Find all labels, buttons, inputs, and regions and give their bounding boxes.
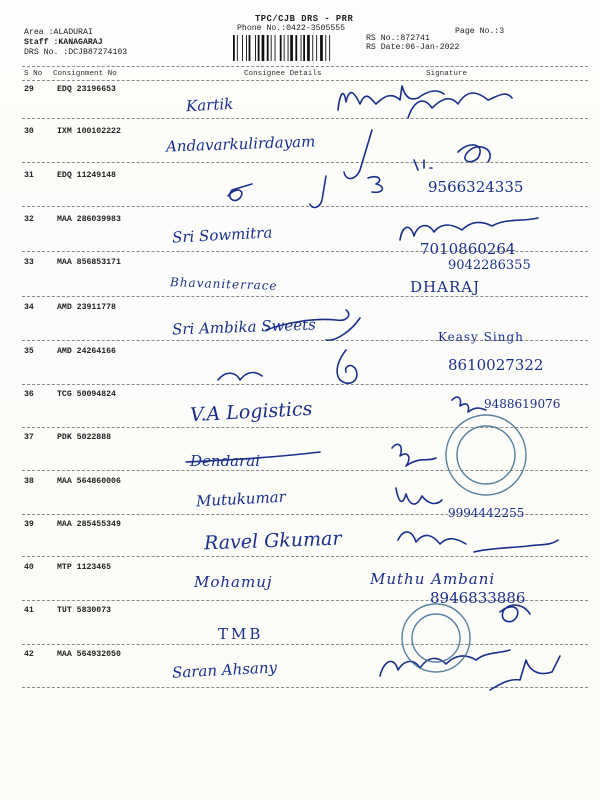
- handwritten-consignee-37: Dendarai: [190, 452, 261, 470]
- row-40-sno: 40: [24, 563, 34, 572]
- handwritten-phone-38: 9994442255: [448, 506, 525, 520]
- handwritten-phone-31: 9566324335: [428, 178, 524, 196]
- row-29-sno: 29: [24, 85, 34, 94]
- staff-label: Staff :KANAGARAJ: [24, 38, 103, 47]
- signature-stroke-29b: [408, 93, 512, 118]
- row-36-sno: 36: [24, 390, 34, 399]
- row-39-sno: 39: [24, 520, 34, 529]
- row-34-sno: 34: [24, 303, 34, 312]
- handwritten-consignee-32: Sri Sowmitra: [171, 223, 273, 247]
- row-35-consignment: AMD 24264166: [57, 347, 116, 356]
- signature-stroke-30b: [414, 160, 432, 170]
- row-38-consignment: MAA 564860006: [57, 477, 121, 486]
- handwritten-consignee-41: TMB: [218, 625, 264, 643]
- column-header-sno: S No: [24, 70, 43, 78]
- handwritten-phone-36: 9488619076: [484, 397, 561, 411]
- row-42-consignment: MAA 564932050: [57, 650, 121, 659]
- handwritten-consignee-36: V.A Logistics: [189, 397, 313, 427]
- stamp-circle-inner-37: [457, 426, 515, 484]
- signature-stroke-36: [452, 397, 486, 412]
- signature-stroke-34a: [266, 310, 349, 330]
- row-39-consignment: MAA 285455349: [57, 520, 121, 529]
- row-41-consignment: TUT 5830073: [57, 606, 112, 615]
- document-title: TPC/CJB DRS - PRR: [255, 14, 354, 24]
- signature-stroke-32: [400, 218, 538, 240]
- signature-stroke-31c: [368, 177, 382, 193]
- handwritten-phone-33: 9042286355: [448, 258, 531, 273]
- handwritten-phone-32: 7010860264: [420, 240, 516, 258]
- handwritten-consignee-38: Mutukumar: [195, 487, 287, 511]
- handwritten-consignee-30: Andavarkulirdayam: [165, 132, 316, 156]
- signature-stroke-35b: [337, 350, 357, 383]
- row-32-consignment: MAA 286039983: [57, 215, 121, 224]
- row-37-consignment: PDK 5022888: [57, 433, 112, 442]
- row-42-sno: 42: [24, 650, 34, 659]
- area-label: Area :ALADURAI: [24, 28, 93, 37]
- handwritten-signature-34: Keasy Singh: [438, 330, 524, 344]
- signature-stroke-34b: [326, 318, 360, 340]
- handwritten-consignee-42: Saran Ahsany: [171, 658, 278, 682]
- handwritten-phone-40: 8946833886: [430, 589, 526, 607]
- signature-stroke-30c: [458, 145, 490, 162]
- rs-date: RS Date:06-Jan-2022: [366, 43, 460, 52]
- handwritten-consignee-34: Sri Ambika Sweets: [171, 315, 317, 339]
- signature-stroke-31b: [310, 176, 326, 207]
- row-33-consignment: MAA 856853171: [57, 258, 121, 267]
- row-31-sno: 31: [24, 171, 34, 180]
- row-37-sno: 37: [24, 433, 34, 442]
- column-header-consignee: Consignee Details: [244, 70, 322, 78]
- row-32-sno: 32: [24, 215, 34, 224]
- signature-stroke-31a: [228, 184, 252, 200]
- signature-stroke-38: [396, 488, 442, 504]
- phone-number: Phone No.:0422-3505555: [237, 24, 346, 33]
- signature-stroke-42a: [380, 650, 510, 676]
- signature-underline-37: [186, 452, 320, 462]
- page-number: Page No.:3: [455, 27, 505, 36]
- signature-stroke-29a: [338, 86, 444, 110]
- drs-number: DRS No. :DCJB87274103: [24, 48, 128, 57]
- handwritten-consignee-29: Kartik: [185, 94, 234, 116]
- handwritten-consignee-40: Mohamuj: [194, 573, 273, 591]
- column-header-consignment: Consignment No: [53, 70, 117, 78]
- handwritten-consignee-39: Ravel Gkumar: [203, 527, 342, 555]
- row-38-sno: 38: [24, 477, 34, 486]
- rs-number: RS No.:872741: [366, 34, 430, 43]
- row-34-consignment: AMD 23911778: [57, 303, 116, 312]
- signature-stroke-35a: [218, 373, 262, 380]
- signature-stroke-30: [344, 130, 372, 179]
- row-30-consignment: IXM 100102222: [57, 127, 121, 136]
- signature-stroke-42b: [490, 656, 560, 690]
- handwritten-phone-35: 8610027322: [448, 356, 544, 374]
- row-33-sno: 33: [24, 258, 34, 267]
- row-31-consignment: EDQ 11249148: [57, 171, 116, 180]
- row-30-sno: 30: [24, 127, 34, 136]
- signature-stroke-39b: [474, 540, 558, 552]
- row-41-sno: 41: [24, 606, 34, 615]
- signature-stroke-37: [392, 444, 436, 466]
- row-35-sno: 35: [24, 347, 34, 356]
- stamp-circle-outer-37: [446, 415, 526, 495]
- handwritten-signature-33: DHARAJ: [410, 278, 481, 296]
- row-36-consignment: TCG 50094824: [57, 390, 116, 399]
- stamp-circle-inner-41: [412, 614, 460, 662]
- handwritten-signature-40: Muthu Ambani: [370, 570, 496, 588]
- row-29-consignment: EDQ 23196653: [57, 85, 116, 94]
- signature-stroke-41: [500, 605, 530, 622]
- column-header-signature: Signature: [426, 70, 468, 78]
- handwritten-consignee-33: Bhavaniterrace: [169, 275, 278, 293]
- row-40-consignment: MTP 1123465: [57, 563, 112, 572]
- signature-stroke-39a: [398, 532, 466, 544]
